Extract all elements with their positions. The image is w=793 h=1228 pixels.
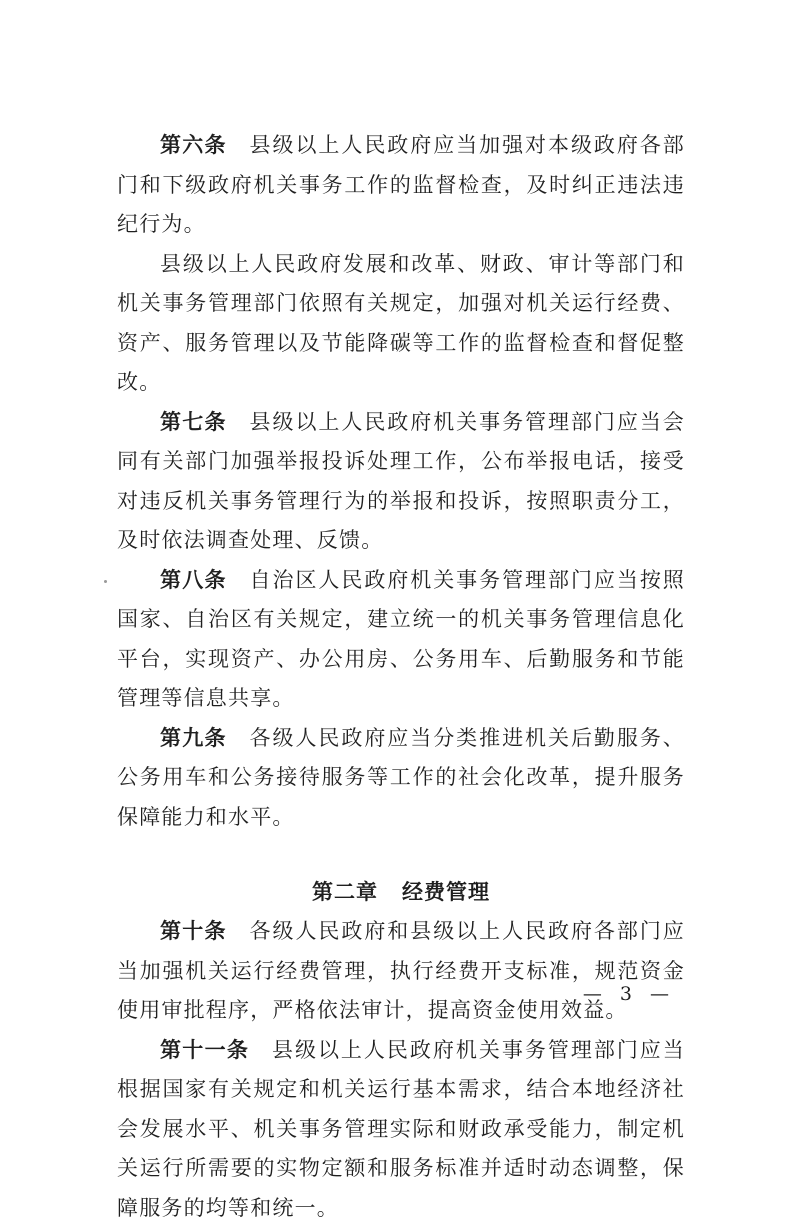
article-11-paragraph [117, 1031, 685, 1228]
chapter-heading [117, 872, 685, 912]
article-9-text: 各级人民政府应当分类推进机关后勤服务、公务用车和公务接待服务等工作的社会化改革，提升服务保障能力和水平。 [117, 726, 685, 829]
article-9-paragraph [117, 719, 685, 838]
article-8-text: 自治区人民政府机关事务管理部门应当按照国家、自治区有关规定，建立统一的机关事务管理信息化平台，实现资产、办公用房、公务用车、后勤服务和节能管理等信息共享。 [117, 568, 685, 711]
article-10-text: 各级人民政府和县级以上人民政府各部门应当加强机关运行经费管理，执行经费开支标准，规范资金使用审批程序，严格依法审计，提高资金使用效益。 [117, 919, 685, 1022]
article-6-continuation [117, 245, 685, 403]
article-7-label: 第七条 [160, 410, 227, 434]
article-6-text: 县级以上人民政府应当加强对本级政府各部门和下级政府机关事务工作的监督检查，及时纠正违法违纪行为。 [117, 133, 685, 236]
chapter-title: 经费管理 [402, 880, 490, 904]
page-number: — 3 — [583, 983, 675, 1005]
article-9-label: 第九条 [160, 726, 227, 750]
page-content [117, 126, 685, 1228]
chapter-number: 第二章 [312, 880, 378, 904]
article-6-label: 第六条 [160, 133, 227, 157]
article-7-text: 县级以上人民政府机关事务管理部门应当会同有关部门加强举报投诉处理工作，公布举报电话，接受对违反机关事务管理行为的举报和投诉，按照职责分工，及时依法调查处理、反馈。 [117, 410, 685, 553]
article-8-label: 第八条 [160, 568, 227, 592]
article-6-continuation-text: 县级以上人民政府发展和改革、财政、审计等部门和机关事务管理部门依照有关规定，加强对机关运行经费、资产、服务管理以及节能降碳等工作的监督检查和督促整改。 [117, 252, 685, 395]
article-10-paragraph [117, 912, 685, 1031]
article-10-label: 第十条 [160, 919, 227, 943]
article-8-paragraph [117, 561, 685, 719]
article-6-paragraph [117, 126, 685, 245]
article-7-paragraph [117, 403, 685, 561]
article-11-text: 县级以上人民政府机关事务管理部门应当根据国家有关规定和机关运行基本需求，结合本地经济社会发展水平、机关事务管理实际和财政承受能力，制定机关运行所需要的实物定额和服务标准并适时动态调整，保障服务的均等和统一。 [117, 1038, 685, 1220]
article-11-label: 第十一条 [160, 1038, 249, 1062]
scan-mark [104, 580, 107, 583]
